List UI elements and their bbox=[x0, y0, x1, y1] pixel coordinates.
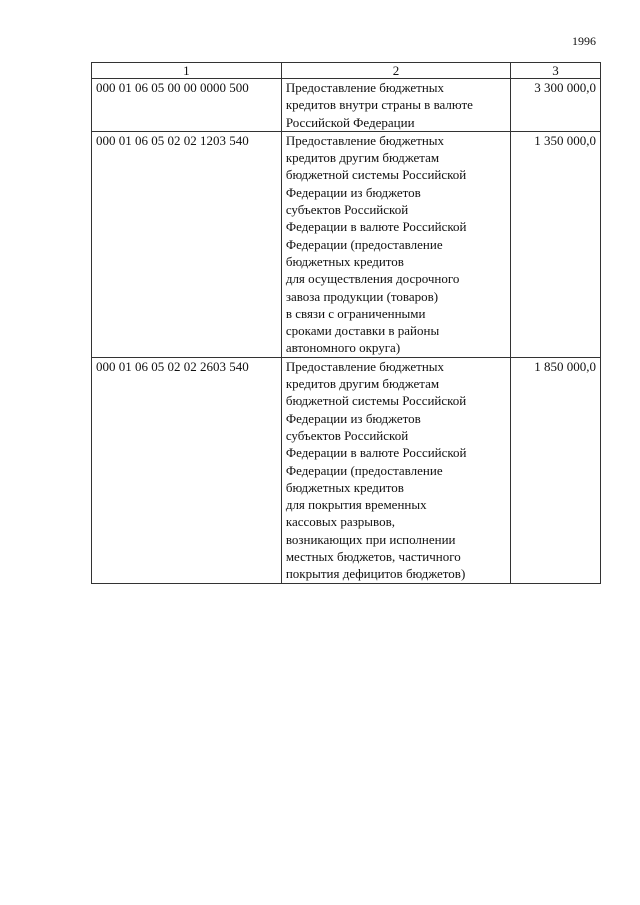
amount-cell: 3 300 000,0 bbox=[511, 79, 601, 132]
table-body bbox=[92, 79, 601, 584]
header-row bbox=[92, 63, 601, 79]
page-number: 1996 bbox=[572, 34, 596, 48]
amount-cell: 1 850 000,0 bbox=[511, 357, 601, 583]
budget-credits-table bbox=[91, 62, 601, 584]
table-header bbox=[92, 63, 601, 79]
description-cell: Предоставление бюджетных кредитов другим бюджетам бюджетной системы Российской Федерации из бюджетов субъектов Российской Федерации в валюте Российской Федерации (предоставление бюджетных кредитов для покрытия временных кассовых разрывов, возникающих при исполнении местных бюджетов, частичного покрытия дефицитов бюджетов) bbox=[281, 357, 510, 583]
table-row bbox=[92, 79, 601, 132]
column-header-3: 3 bbox=[511, 63, 601, 79]
table-row bbox=[92, 131, 601, 357]
budget-code-cell: 000 01 06 05 02 02 1203 540 bbox=[92, 131, 282, 357]
budget-code-cell: 000 01 06 05 00 00 0000 500 bbox=[92, 79, 282, 132]
description-cell: Предоставление бюджетных кредитов другим бюджетам бюджетной системы Российской Федерации из бюджетов субъектов Российской Федерации в валюте Российской Федерации (предоставление бюджетных кредитов для осуществления досрочного завоза продукции (товаров) в связи с ограниченными сроками доставки в районы автономного округа) bbox=[281, 131, 510, 357]
column-header-1: 1 bbox=[92, 63, 282, 79]
amount-cell: 1 350 000,0 bbox=[511, 131, 601, 357]
description-cell: Предоставление бюджетных кредитов внутри страны в валюте Российской Федерации bbox=[281, 79, 510, 132]
column-header-2: 2 bbox=[281, 63, 510, 79]
table-row bbox=[92, 357, 601, 583]
budget-code-cell: 000 01 06 05 02 02 2603 540 bbox=[92, 357, 282, 583]
